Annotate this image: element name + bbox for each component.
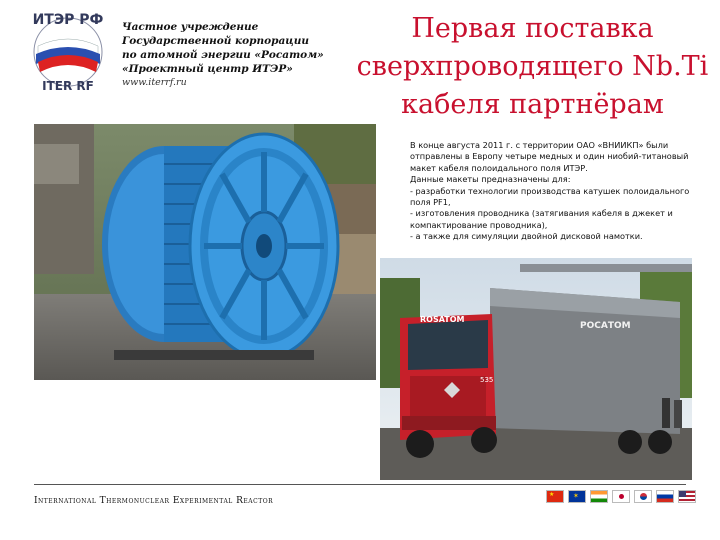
slide-title — [350, 10, 715, 124]
org-line: «Проектный центр ИТЭР» — [122, 63, 293, 75]
logo-text-top: ИТЭР РФ — [32, 12, 104, 28]
title-line: сверхпроводящего Nb.Ti — [356, 51, 709, 82]
truck-photo — [380, 258, 692, 480]
footer-divider — [34, 484, 686, 485]
eu-flag-icon: ✶ — [568, 490, 586, 503]
japan-flag-icon — [612, 490, 630, 503]
china-flag-icon: ★ — [546, 490, 564, 503]
title-line: кабеля партнёрам — [401, 89, 664, 120]
organization-info — [122, 20, 342, 90]
cable-spool-photo — [34, 124, 376, 380]
title-line: Первая поставка — [411, 13, 654, 44]
india-flag-icon — [590, 490, 608, 503]
org-url: www.iterrf.ru — [122, 77, 187, 88]
korea-flag-icon — [634, 490, 652, 503]
logo-text-bottom: ITER RF — [42, 79, 94, 93]
usa-flag-icon — [678, 490, 696, 503]
org-line: по атомной энергии «Росатом» — [122, 49, 324, 61]
org-line: Государственной корпорации — [122, 35, 309, 47]
iter-rf-logo — [22, 6, 114, 94]
trailer-brand-text: РОСАТОМ — [580, 321, 631, 331]
org-line: Частное учреждение — [122, 21, 259, 33]
partner-flags — [546, 490, 696, 503]
footer-text: International Thermonuclear Experimental Reactor — [34, 496, 274, 506]
body-paragraph: В конце августа 2011 г. с территории ОАО «ВНИИКП» были отправлены в Европу четыре медных и один ниобий-титановый макет кабеля полоидального поля ИТЭР. Данные макеты предназначены для: - разработки технологии производства катушек полоидального поля PF1, - изготовления проводника (затягивания кабеля в джекет и компактирование проводника), - а также для симуляции двойной дисковой намотки. — [410, 140, 690, 242]
russia-flag-icon — [656, 490, 674, 503]
truck-plate-number: 535 — [480, 376, 494, 384]
cab-brand-text: ROSATOM — [420, 315, 465, 324]
